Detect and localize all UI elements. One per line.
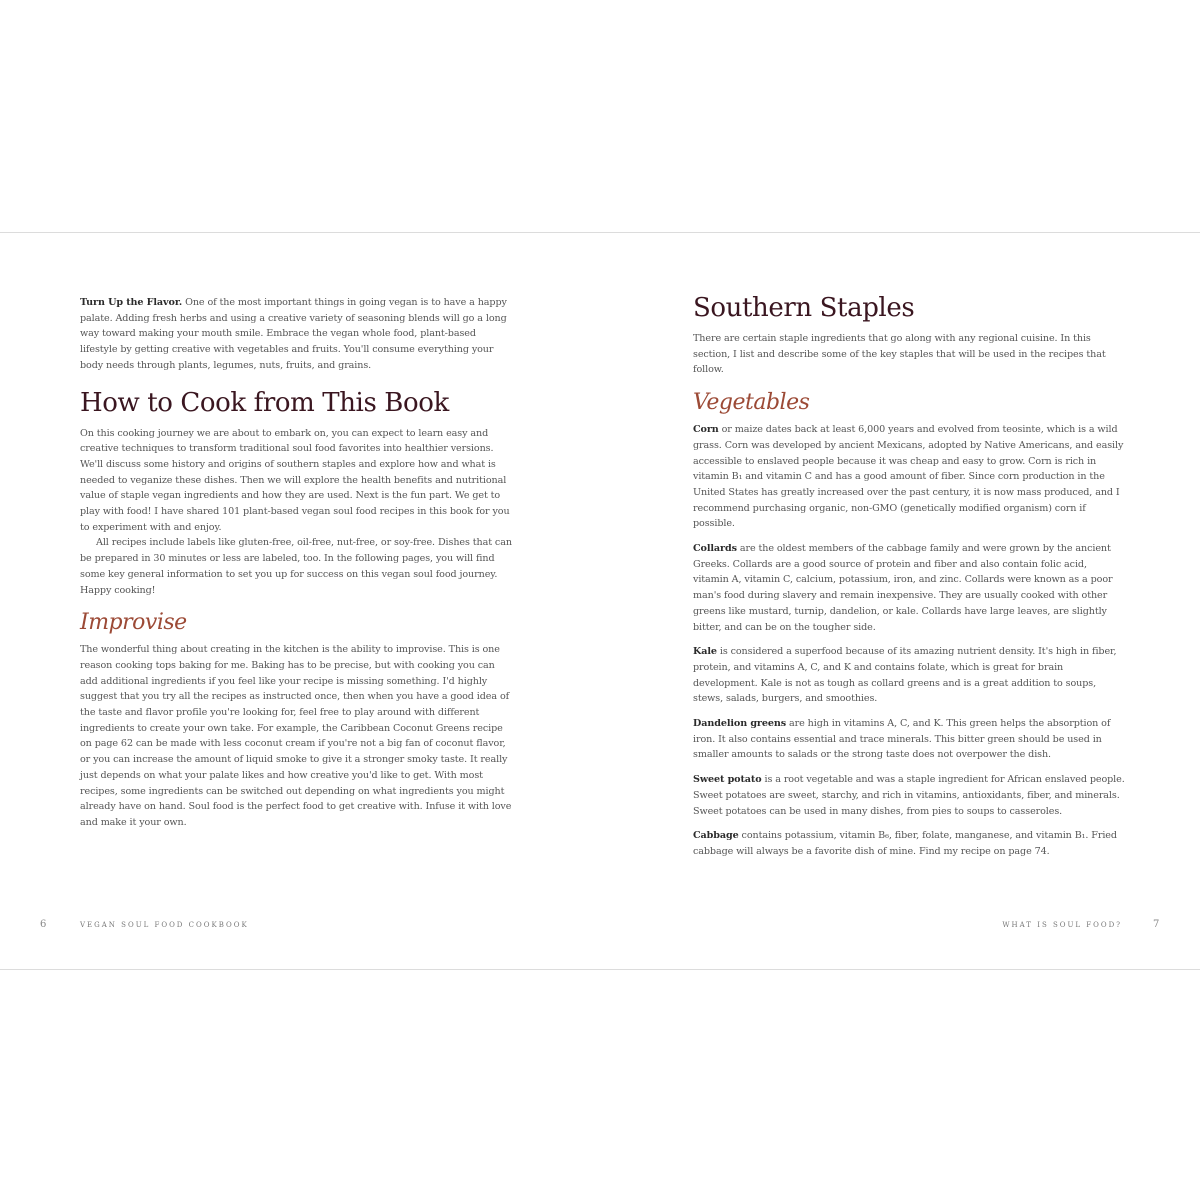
entry-text: is a root vegetable and was a staple ingredient for African enslaved people. Sweet potatoes are sweet, starchy, and rich in vitamins, antioxidants, fiber, and minerals. Sweet potatoes can be used in many dishes, from pies to soups to casseroles. bbox=[693, 774, 1125, 817]
entry-sweet-potato bbox=[693, 772, 1125, 819]
right-page-number: 7 bbox=[1153, 919, 1160, 930]
entry-term: Corn bbox=[693, 424, 719, 436]
entry-term: Collards bbox=[693, 543, 737, 555]
how-to-cook-paragraph-1: On this cooking journey we are about to embark on, you can expect to learn easy and creative techniques to transform traditional soul food favorites into healthier versions. We'll discuss some history and origins of southern staples and explore how and what is needed to veganize these dishes. Then we will explore the health benefits and nutritional value of staple vegan ingredients and how they are used. Next is the fun part. We get to play with food! I have shared 101 plant-based vegan soul food recipes in this book for you to experiment with and enjoy. bbox=[80, 427, 510, 533]
entry-term: Kale bbox=[693, 646, 717, 658]
flavor-paragraph bbox=[80, 295, 512, 374]
southern-staples-intro: There are certain staple ingredients that go along with any regional cuisine. In this section, I list and describe some of the key staples that will be used in the recipes that follow. bbox=[693, 333, 1106, 376]
right-running-footer: WHAT IS SOUL FOOD? bbox=[1002, 921, 1122, 929]
vegetables-heading: Vegetables bbox=[693, 390, 810, 416]
improvise-paragraph: The wonderful thing about creating in the kitchen is the ability to improvise. This is one reason cooking tops baking for me. Baking has to be precise, but with cooking you can add additional ingredients if you feel like your recipe is missing something. I'd highly suggest that you try all the recipes as instructed once, then when you have a good idea of the taste and flavor profile you're looking for, feel free to play around with different ingredients to create your own take. For example, the Caribbean Coconut Greens recipe on page 62 can be made with less coconut cream if you're not a big fan of coconut flavor, or you can increase the amount of liquid smoke to give it a stronger smoky taste. It really just depends on what your palate likes and how creative you'd like to get. With most recipes, some ingredients can be switched out depending on what ingredients you might already have on hand. Soul food is the perfect food to get creative with. Infuse it with love and make it your own. bbox=[80, 644, 512, 828]
entry-collards bbox=[693, 541, 1125, 635]
left-running-footer: VEGAN SOUL FOOD COOKBOOK bbox=[80, 921, 249, 929]
how-to-cook-heading: How to Cook from This Book bbox=[80, 387, 449, 418]
right-page-column bbox=[693, 291, 1125, 869]
entry-text: are the oldest members of the cabbage family and were grown by the ancient Greeks. Collards are a good source of protein and fiber and also contain folic acid, vitamin A, vitamin C, calcium, potassium, iron, and zinc. Collards were known as a poor man's food during slavery and remain inexpensive. They are usually cooked with other greens like mustard, turnip, dandelion, or kale. Collards have large leaves, are slightly bitter, and can be on the tougher side. bbox=[693, 543, 1113, 633]
entry-term: Cabbage bbox=[693, 830, 739, 842]
entry-text: or maize dates back at least 6,000 years and evolved from teosinte, which is a wild grass. Corn was developed by ancient Mexicans, adopted by Native Americans, and easily accessible to enslaved people because it was cheap and easy to grow. Corn is rich in vitamin B₁ and vitamin C and has a good amount of fiber. Since corn production in the United States has greatly increased over the past century, it is now mass produced, and I recommend purchasing organic, non-GMO (genetically modified organism) corn if possible. bbox=[693, 424, 1124, 530]
entry-term: Dandelion greens bbox=[693, 718, 787, 730]
entry-term: Sweet potato bbox=[693, 774, 762, 786]
how-to-cook-paragraph-2: All recipes include labels like gluten-free, oil-free, nut-free, or soy-free. Dishes that can be prepared in 30 minutes or less are labeled, too. In the following pages, you will find some key general information to set you up for success on this vegan soul food journey. Happy cooking! bbox=[80, 537, 512, 596]
flavor-text: One of the most important things in going vegan is to have a happy palate. Adding fresh herbs and using a creative variety of seasoning blends will go a long way toward making your mouth smile. Embrace the vegan whole food, plant-based lifestyle by getting creative with vegetables and fruits. You'll consume everything your body needs through plants, legumes, nuts, fruits, and grains. bbox=[80, 297, 507, 371]
left-page-number: 6 bbox=[40, 919, 47, 930]
entry-kale bbox=[693, 644, 1125, 707]
left-page-column bbox=[80, 295, 512, 831]
entry-corn bbox=[693, 422, 1125, 532]
entry-text: is considered a superfood because of its amazing nutrient density. It's high in fiber, protein, and vitamins A, C, and K and contains folate, which is great for brain development. Kale is not as tough as collard greens and is a great addition to soups, stews, salads, burgers, and smoothies. bbox=[693, 646, 1117, 705]
improvise-heading: Improvise bbox=[80, 610, 187, 636]
entry-text: are high in vitamins A, C, and K. This green helps the absorption of iron. It also contains essential and trace minerals. This bitter green should be used in smaller amounts to salads or the strong taste does not overpower the dish. bbox=[693, 718, 1111, 761]
flavor-term: Turn Up the Flavor. bbox=[80, 297, 183, 308]
book-spread bbox=[0, 232, 1200, 970]
entry-cabbage bbox=[693, 828, 1125, 859]
entry-dandelion-greens bbox=[693, 716, 1125, 763]
southern-staples-heading: Southern Staples bbox=[693, 293, 915, 323]
entry-text: contains potassium, vitamin B₆, fiber, folate, manganese, and vitamin B₁. Fried cabbage will always be a favorite dish of mine. Find my recipe on page 74. bbox=[693, 830, 1117, 857]
